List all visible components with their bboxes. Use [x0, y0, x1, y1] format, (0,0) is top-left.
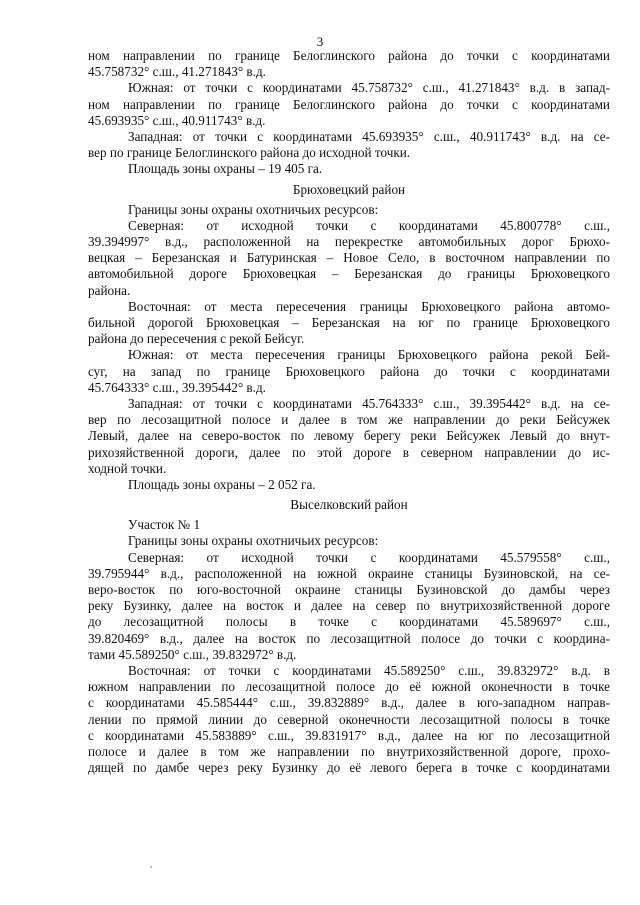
- text-line: Площадь зоны охраны – 2 052 га.: [128, 476, 316, 492]
- text-line: Площадь зоны охраны – 19 405 га.: [128, 161, 323, 177]
- text-line: Южная: от точки с координатами 45.758732° с.ш., 41.271843° в.д. в запад-: [128, 80, 610, 96]
- text-line: района.: [88, 282, 131, 298]
- text-line: Западная: от точки с координатами 45.764333° с.ш., 39.395442° в.д. на се-: [128, 395, 610, 411]
- section-heading: Брюховецкий район: [292, 181, 406, 197]
- document-body: [88, 48, 610, 776]
- text-line: суг, на запад по границе Брюховецкого района до точки с координатами: [88, 363, 610, 379]
- text-line: района до пересечения с рекой Бейсуг.: [88, 331, 305, 347]
- text-line: вецкая – Березанская и Батуринская – Новое Село, в восточном направлении по: [88, 250, 610, 266]
- text-line: лении по прямой линии до северной оконечности лесозащитной полосы в точке: [88, 711, 610, 727]
- text-line: Восточная: от точки с координатами 45.589250° с.ш., 39.832972° в.д. в: [128, 662, 610, 678]
- text-line: ном направлении по границе Белоглинского района до точки с координатами: [88, 96, 610, 112]
- page-number: 3: [316, 34, 324, 49]
- text-line: 45.693935° с.ш., 40.911743° в.д.: [88, 112, 266, 128]
- text-line: Западная: от точки с координатами 45.693935° с.ш., 40.911743° в.д. на се-: [128, 128, 610, 144]
- text-line: рихозяйственной дороги, далее по этой дороге в северном направлении до ис-: [88, 444, 610, 460]
- text-line: тами 45.589250° с.ш., 39.832972° в.д.: [88, 646, 297, 662]
- scan-speck: [150, 866, 152, 868]
- text-line: Участок № 1: [128, 517, 201, 533]
- text-line: с координатами 45.583889° с.ш., 39.831917° в.д., далее на юг по лесозащитной: [88, 727, 610, 743]
- text-line: ходной точки.: [88, 460, 167, 476]
- text-line: Северная: от исходной точки с координатами 45.579558° с.ш.,: [128, 549, 610, 565]
- text-line: Южная: от места пересечения границы Брюховецкого района рекой Бей-: [128, 347, 610, 363]
- text-line: полосе и далее в том же направлении по внутрихозяйственной дороге, прохо-: [88, 743, 610, 759]
- text-line: до лесозащитной полосы в точке с координатами 45.589697° с.ш.,: [88, 614, 610, 630]
- text-line: Восточная: от места пересечения границы Брюховецкого района автомо-: [128, 298, 610, 314]
- text-line: 39.795944° в.д., расположенной на южной окраине станицы Бузиновской, на се-: [88, 565, 610, 581]
- text-line: автомобильной дороге Брюховецкая – Березанская до границы Брюховецкого: [88, 266, 610, 282]
- text-line: Границы зоны охраны охотничьих ресурсов:: [128, 201, 379, 217]
- text-line: ном направлении по границе Белоглинского района до точки с координатами: [88, 48, 610, 63]
- text-line: вер по лесозащитной полосе и далее в том же направлении до реки Бейсужек: [88, 412, 610, 428]
- text-line: Границы зоны охраны охотничьих ресурсов:: [128, 533, 379, 549]
- text-line: бильной дорогой Брюховецкая – Березанская на юг по границе Брюховецкого: [88, 315, 610, 330]
- text-line: 45.764333° с.ш., 39.395442° в.д.: [88, 379, 266, 395]
- text-line: 39.820469° в.д., далее на восток по лесозащитной полосе до точки с координа-: [88, 630, 610, 646]
- text-line: 39.394997° в.д., расположенной на перекрестке автомобильных дорог Брюхо-: [88, 234, 610, 250]
- text-line: дящей по дамбе через реку Бузинку до её левого берега в точке с координатами: [88, 760, 610, 776]
- text-line: Левый, далее на северо-восток по левому берегу реки Бейсужек Левый до внут-: [88, 428, 610, 444]
- text-line: Северная: от исходной точки с координатами 45.800778° с.ш.,: [128, 217, 610, 233]
- text-line: 45.758732° с.ш., 41.271843° в.д.: [88, 64, 266, 80]
- text-line: с координатами 45.585444° с.ш., 39.832889° в.д., далее в юго-западном направ-: [88, 695, 610, 711]
- text-line: вер по границе Белоглинского района до исходной точки.: [88, 145, 411, 161]
- text-line: веро-восток по юго-восточной окраине станицы Бузиновской до дамбы через: [88, 582, 610, 597]
- text-line: реку Бузинку, далее на восток и далее на север по внутрихозяйственной дороге: [88, 598, 610, 614]
- text-line: южном направлении по лесозащитной полосе до её южной оконечности в точке: [88, 679, 610, 695]
- section-heading: Выселковский район: [290, 497, 408, 513]
